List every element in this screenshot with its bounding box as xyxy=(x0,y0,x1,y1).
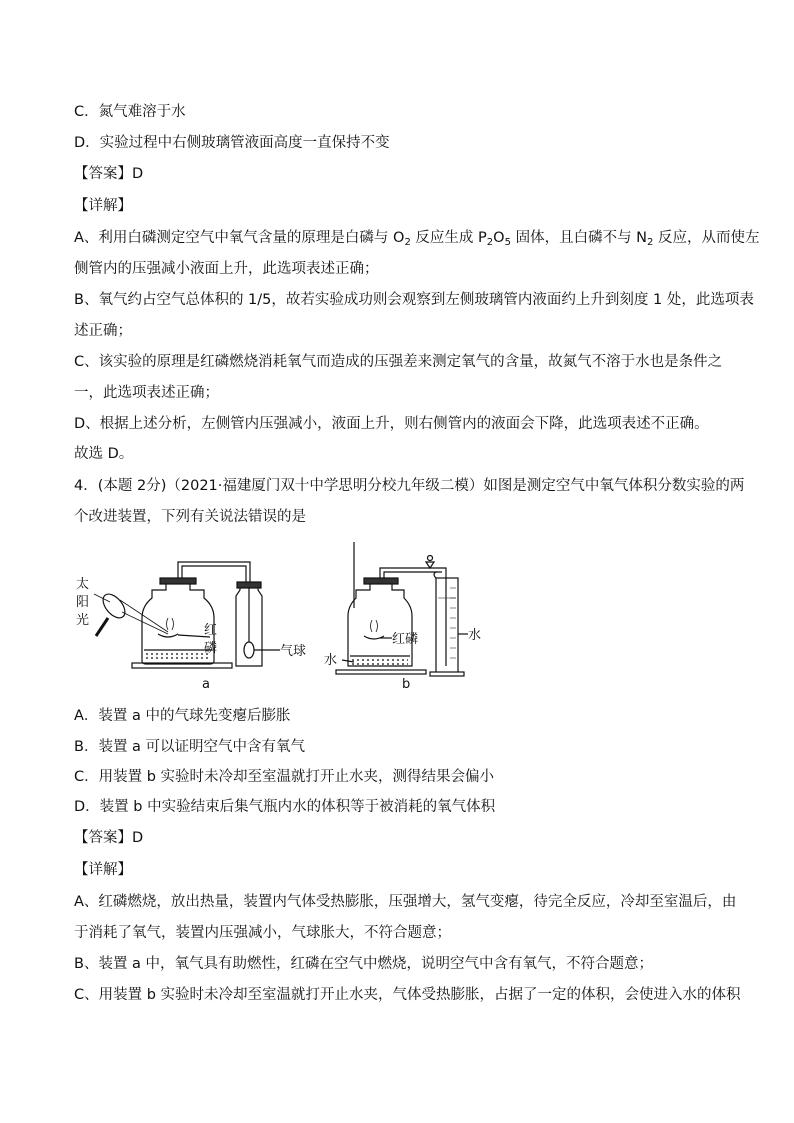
explanation-c-line1: C、该实验的原理是红磷燃烧消耗氧气而造成的压强差来测定氧气的含量，故氮气不溶于水也是条件之 xyxy=(74,354,723,370)
question-4-line2: 个改进装置，下列有关说法错误的是 xyxy=(74,509,306,525)
explanation-a-line1: A、利用白磷测定空气中氧气含量的原理是白磷与 $O_2$ 反应生成 $P_2O_5$ 固体，且白磷不与 $N_2$ 反应，从而使左 xyxy=(74,230,760,248)
answer-label-prev: 【答案】D xyxy=(74,166,144,182)
sun-label-3: 光 xyxy=(76,613,90,628)
balloon-label: 气球 xyxy=(280,644,307,659)
apparatus-b xyxy=(336,542,486,676)
clamp-b xyxy=(426,562,434,568)
gas-bottle-b xyxy=(348,582,412,666)
explanation2-b-line: B、装置 a 中，氧气具有助燃性，红磷在空气中燃烧，说明空气中含有氧气，不符合题意； xyxy=(74,956,654,972)
tube-b-inner xyxy=(384,572,442,578)
stopper-b xyxy=(364,578,398,584)
balloon-shape xyxy=(244,642,254,658)
cylinder-base xyxy=(430,672,464,676)
cylinder-scale xyxy=(450,588,456,658)
lens-handle xyxy=(96,618,108,636)
apparatus-a xyxy=(94,562,280,668)
explanation-d-line: D、根据上述分析，左侧管内压强减小，液面上升，则右侧管内的液面会下降，此选项表述不正确。 xyxy=(74,416,709,432)
sand-dots-a xyxy=(146,654,210,658)
answer-label: 【答案】D xyxy=(74,830,144,846)
explanation2-c-line: C、用装置 b 实验时未冷却至室温就打开止水夹，气体受热膨胀，占据了一定的体积，会使进入水的体积 xyxy=(74,987,741,1003)
sun-label-1: 太 xyxy=(76,577,90,592)
explanation2-a-line1: A、红磷燃烧，放出热量，装置内气体受热膨胀，压强增大，氢气变瘪，待完全反应，冷却至室温后，由 xyxy=(74,894,737,910)
flame-b xyxy=(371,620,378,632)
option-a: A．装置 a 中的气球先变瘪后膨胀 xyxy=(74,708,291,724)
explanation2-a-line2: 于消耗了氧气，装置内压强减小，气球胀大，不符合题意； xyxy=(74,925,451,941)
red-p-label-a2: 磷 xyxy=(204,641,218,656)
cylinder-lip xyxy=(434,572,436,578)
light-ray-2 xyxy=(122,612,168,634)
clamp-knob xyxy=(428,556,433,561)
sun-pointer xyxy=(94,594,110,602)
option-b: B．装置 a 可以证明空气中含有氧气 xyxy=(74,739,306,755)
cylinder-b xyxy=(436,578,458,674)
apparatus-diagram xyxy=(74,538,504,698)
small-stopper-a xyxy=(237,582,261,588)
apparatus-figure xyxy=(74,538,504,698)
detail-label-prev: 【详解】 xyxy=(74,198,132,214)
water-label-right: 水 xyxy=(468,628,482,643)
light-ray-1 xyxy=(120,600,168,632)
red-p-label-a1: 红 xyxy=(204,623,218,638)
option-d-prev: D．实验过程中右侧玻璃管液面高度一直保持不变 xyxy=(74,135,390,151)
stopper-a xyxy=(160,578,196,584)
water-dots-b xyxy=(352,660,408,664)
base-plate-b xyxy=(336,670,426,674)
option-c-prev: C．氮气难溶于水 xyxy=(74,104,186,120)
option-c: C．用装置 b 实验时未冷却至室温就打开止水夹，测得结果会偏小 xyxy=(74,769,495,785)
spoon-a xyxy=(158,634,178,637)
question-4-line1: 4．(本题 2分)（2021·福建厦门双十中学思明分校九年级二模）如图是测定空气中氧气体积分数实验的两 xyxy=(74,478,745,494)
detail-label: 【详解】 xyxy=(74,862,132,878)
explanation-c-line2: 一，此选项表述正确； xyxy=(74,385,219,401)
red-p-label-b: 红磷 xyxy=(392,632,419,647)
option-d: D．装置 b 中实验结束后集气瓶内水的体积等于被消耗的氧气体积 xyxy=(74,799,496,815)
sun-label-2: 阳 xyxy=(76,595,90,610)
lens xyxy=(99,590,129,622)
explanation-b-line2: 述正确； xyxy=(74,323,132,339)
explanation-a-line2: 侧管内的压强减小液面上升，此选项表述正确； xyxy=(74,261,379,277)
label-b: b xyxy=(402,677,411,692)
label-a: a xyxy=(202,677,210,692)
flame-a xyxy=(167,618,174,630)
water-label-left: 水 xyxy=(324,653,338,668)
explanation-b-line1: B、氧气约占空气总体积的 1/5，故若实验成功则会观察到左侧玻璃管内液面约上升到刻度 1 处，此选项表 xyxy=(74,292,754,308)
conclusion-line: 故选 D。 xyxy=(74,446,134,462)
